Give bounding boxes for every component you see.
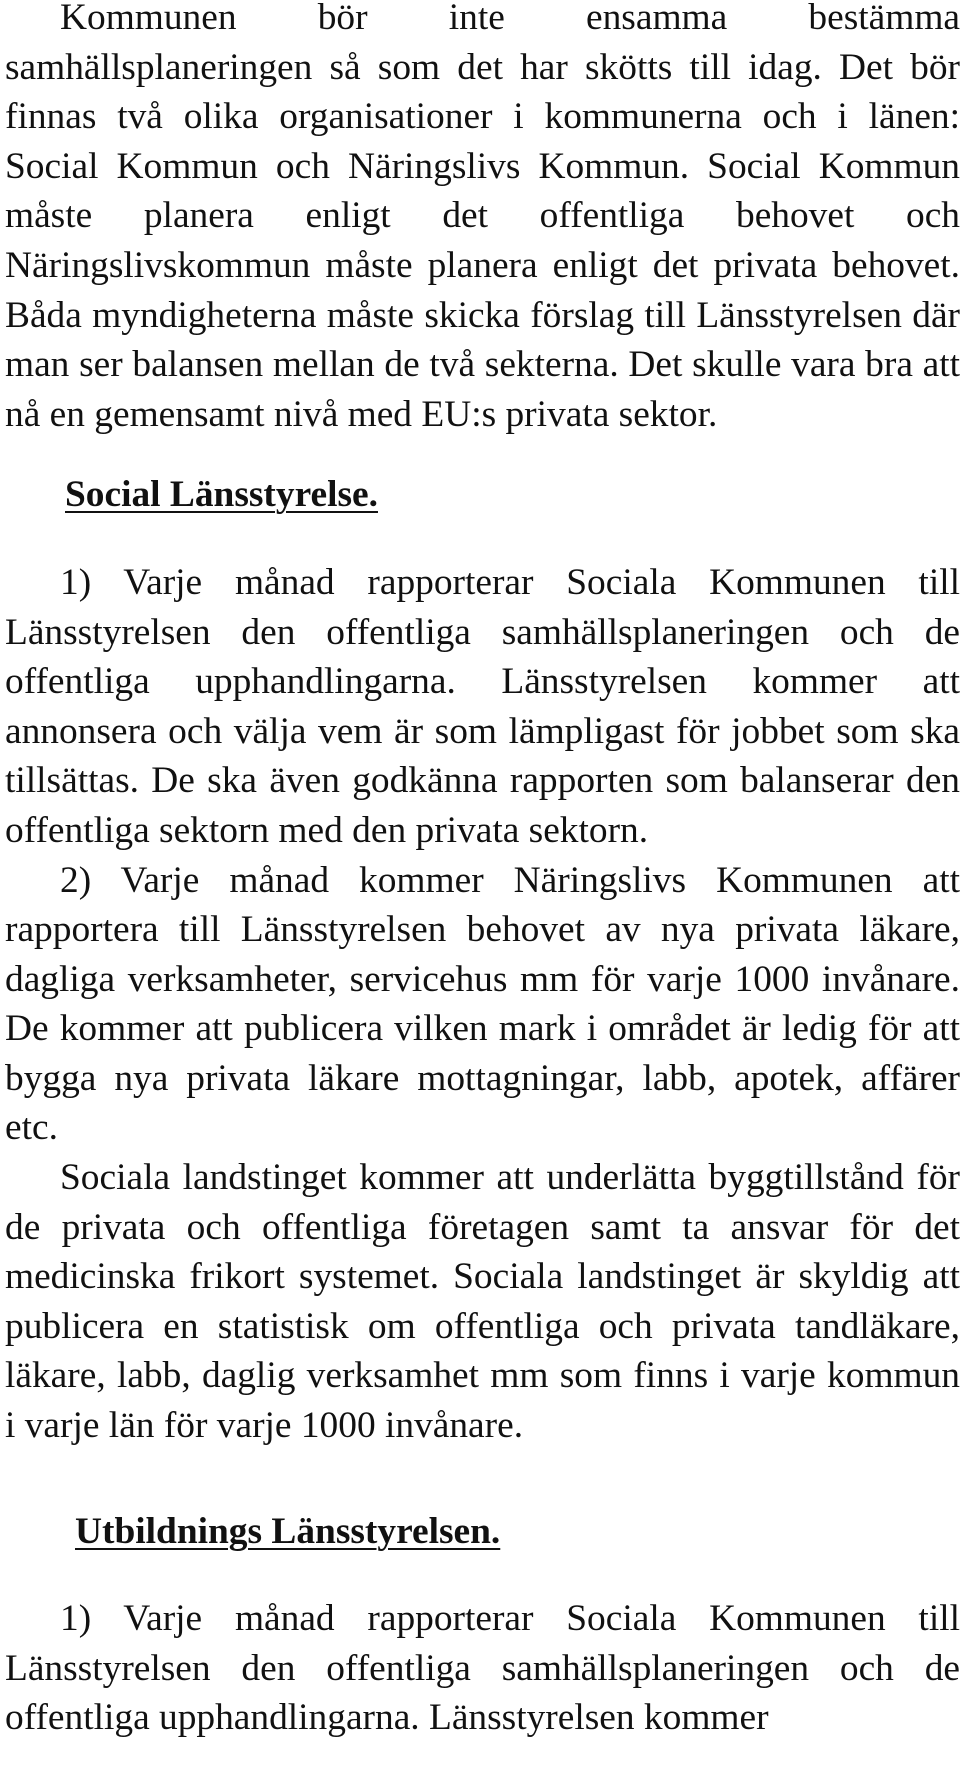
edu-paragraph-1: 1) Varje månad rapporterar Sociala Kommunen till Länsstyrelsen den offentliga samhällsplaneringen och de offentliga upphandlingarna. Länsstyrelsen kommer <box>5 1598 960 1739</box>
social-paragraph-2: 2) Varje månad kommer Näringslivs Kommunen att rapportera till Länsstyrelsen behovet av nya privata läkare, dagliga verksamheter, servicehus mm för varje 1000 invånare. De kommer att publicera vilken mark i området är ledig för att bygga nya privata läkare mottagningar, labb, apotek, affärer etc. <box>5 859 960 1149</box>
social-lansstyrelse-heading: Social Länsstyrelse. <box>65 474 378 516</box>
social-paragraph-3: Sociala landstinget kommer att underlätta byggtillstånd för de privata och offentliga företagen samt ta ansvar för det medicinska frikort systemet. Sociala landstinget är skyldig att publicera en statistisk om offentliga och privata tandläkare, läkare, labb, daglig verksamhet mm som finns i varje kommun i varje län för varje 1000 invånare. <box>5 1157 960 1447</box>
intro-paragraph: Kommunen bör inte ensamma bestämma samhällsplaneringen så som det har skötts till idag. Det bör finnas två olika organisationer i kommunerna och i länen: Social Kommun och Näringslivs Kommun. Social Kommun måste planera enligt det offentliga behovet och Näringslivskommun måste planera enligt det privata behovet. Båda myndigheterna måste skicka förslag till Länsstyrelsen där man ser balansen mellan de två sekterna. Det skulle vara bra att nå en gemensamt nivå med EU:s privata sektor. <box>5 0 960 435</box>
social-paragraph-1: 1) Varje månad rapporterar Sociala Kommunen till Länsstyrelsen den offentliga samhällsplaneringen och de offentliga upphandlingarna. Länsstyrelsen kommer att annonsera och välja vem är som lämpligast för jobbet som ska tillsättas. De ska även godkänna rapporten som balanserar den offentliga sektorn med den privata sektorn. <box>5 561 960 851</box>
document-page <box>5 0 960 1743</box>
utbildnings-lansstyrelsen-heading: Utbildnings Länsstyrelsen. <box>75 1510 501 1552</box>
